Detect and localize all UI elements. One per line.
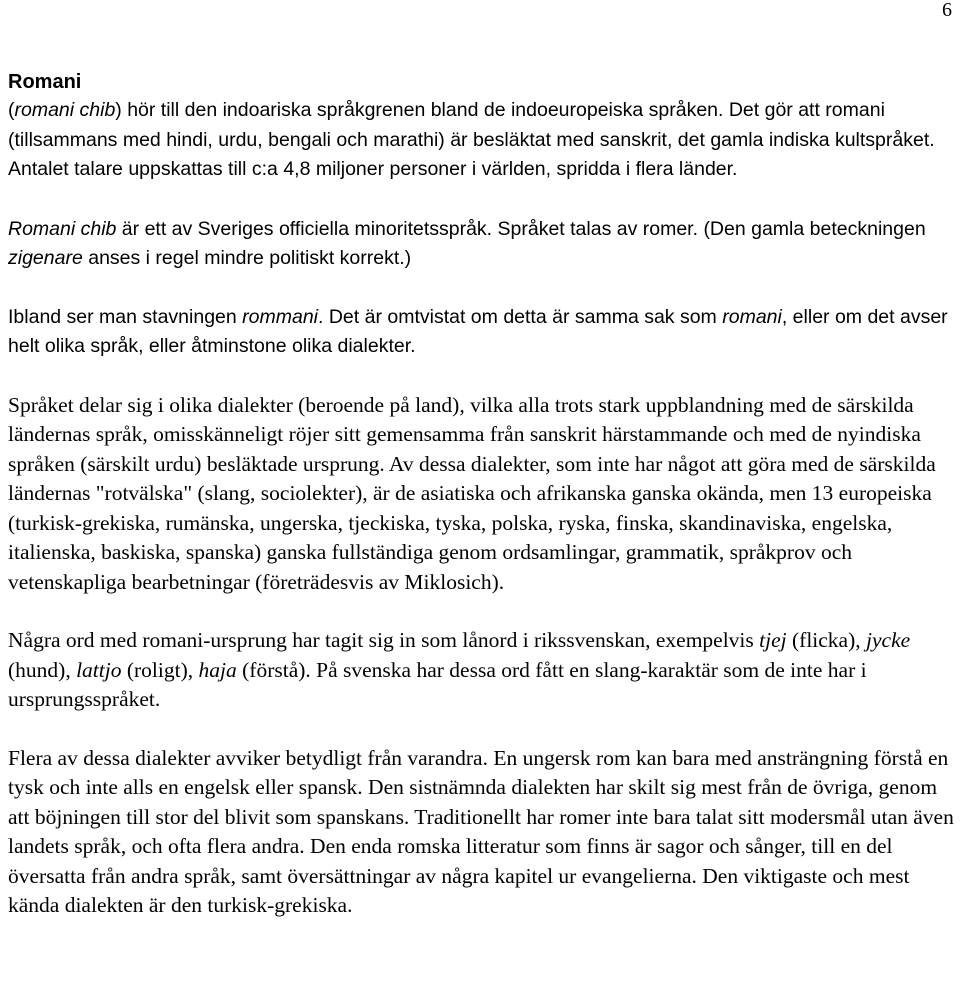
page-number: 6 (942, 0, 952, 21)
p3-italic-term: rommani (242, 305, 319, 328)
p5-italic-term: jycke (866, 628, 911, 652)
paragraph-dialect-differences: Flera av dessa dialekter avviker betydligt från varandra. En ungersk rom kan bara med ansträngning förstå en tysk och inte alls en engelsk eller spansk. Den sistnämnda dialekten har skilt sig mest från de övriga, genom att böjningen till stor del blivit som spanskans. Traditionellt har romer inte bara talat sitt modersmål utan även landets språk, och ofta flera andra. Den enda romska litteratur som finns är sagor och sånger, till en del översatta från andra språk, samt översättningar av några kapitel ur evangelierna. Den viktigaste och mest kända dialekten är den turkisk-grekiska. (8, 745, 954, 917)
p1-italic-term: romani chib (14, 99, 116, 121)
document-body (8, 68, 956, 921)
p2-italic-term: Romani chib (8, 217, 117, 240)
p2-italic-term: zigenare (8, 247, 83, 269)
p5-italic-term: haja (198, 657, 237, 682)
p3-italic-term: romani (722, 305, 782, 328)
paragraph-intro: (romani chib) hör till den indoariska språkgrenen bland de indoeuropeiska språken. Det gör att romani (tillsammans med hindi, urdu, bengali och marathi) är besläktat med sanskrit, det gamla indiska kultspråket. Antalet talare uppskattas till c:a 4,8 miljoner personer i världen, spridda i flera länder. (8, 99, 935, 180)
paragraph-loanwords: Några ord med romani-ursprung har tagit sig in som lånord i rikssvenskan, exempelvis tjej (flicka), jycke (hund), lattjo (roligt), haja (förstå). På svenska har dessa ord fått en slang-karaktär som de inte har i ursprungsspråket. (8, 628, 911, 711)
p5-italic-term: lattjo (76, 657, 122, 682)
section-heading: Romani (8, 71, 82, 93)
p5-italic-term: tjej (759, 628, 787, 652)
paragraph-spelling: Ibland ser man stavningen rommani. Det är omtvistat om detta är samma sak som romani, eller om det avser helt olika språk, eller åtminstone olika dialekter. (8, 305, 948, 357)
paragraph-minority-language: Romani chib är ett av Sveriges officiella minoritetsspråk. Språket talas av romer. (Den gamla beteckningen zigenare anses i regel mindre politiskt korrekt.) (8, 217, 926, 269)
paragraph-dialects: Språket delar sig i olika dialekter (beroende på land), vilka alla trots stark uppblandning med de särskilda ländernas språk, omisskänneligt röjer sitt gemensamma från sanskrit härstammande och med de nyindiska språken (särskilt urdu) besläktade ursprung. Av dessa dialekter, som inte har något att göra med de särskilda ländernas "rotvälska" (slang, sociolekter), är de asiatiska och afrikanska ganska okända, men 13 europeiska (turkisk-grekiska, rumänska, ungerska, tjeckiska, tyska, polska, ryska, finska, skandinaviska, engelska, italienska, baskiska, spanska) ganska fullständiga genom ordsamlingar, grammatik, språkprov och vetenskapliga bearbetningar (företrädesvis av Miklosich). (8, 392, 936, 594)
